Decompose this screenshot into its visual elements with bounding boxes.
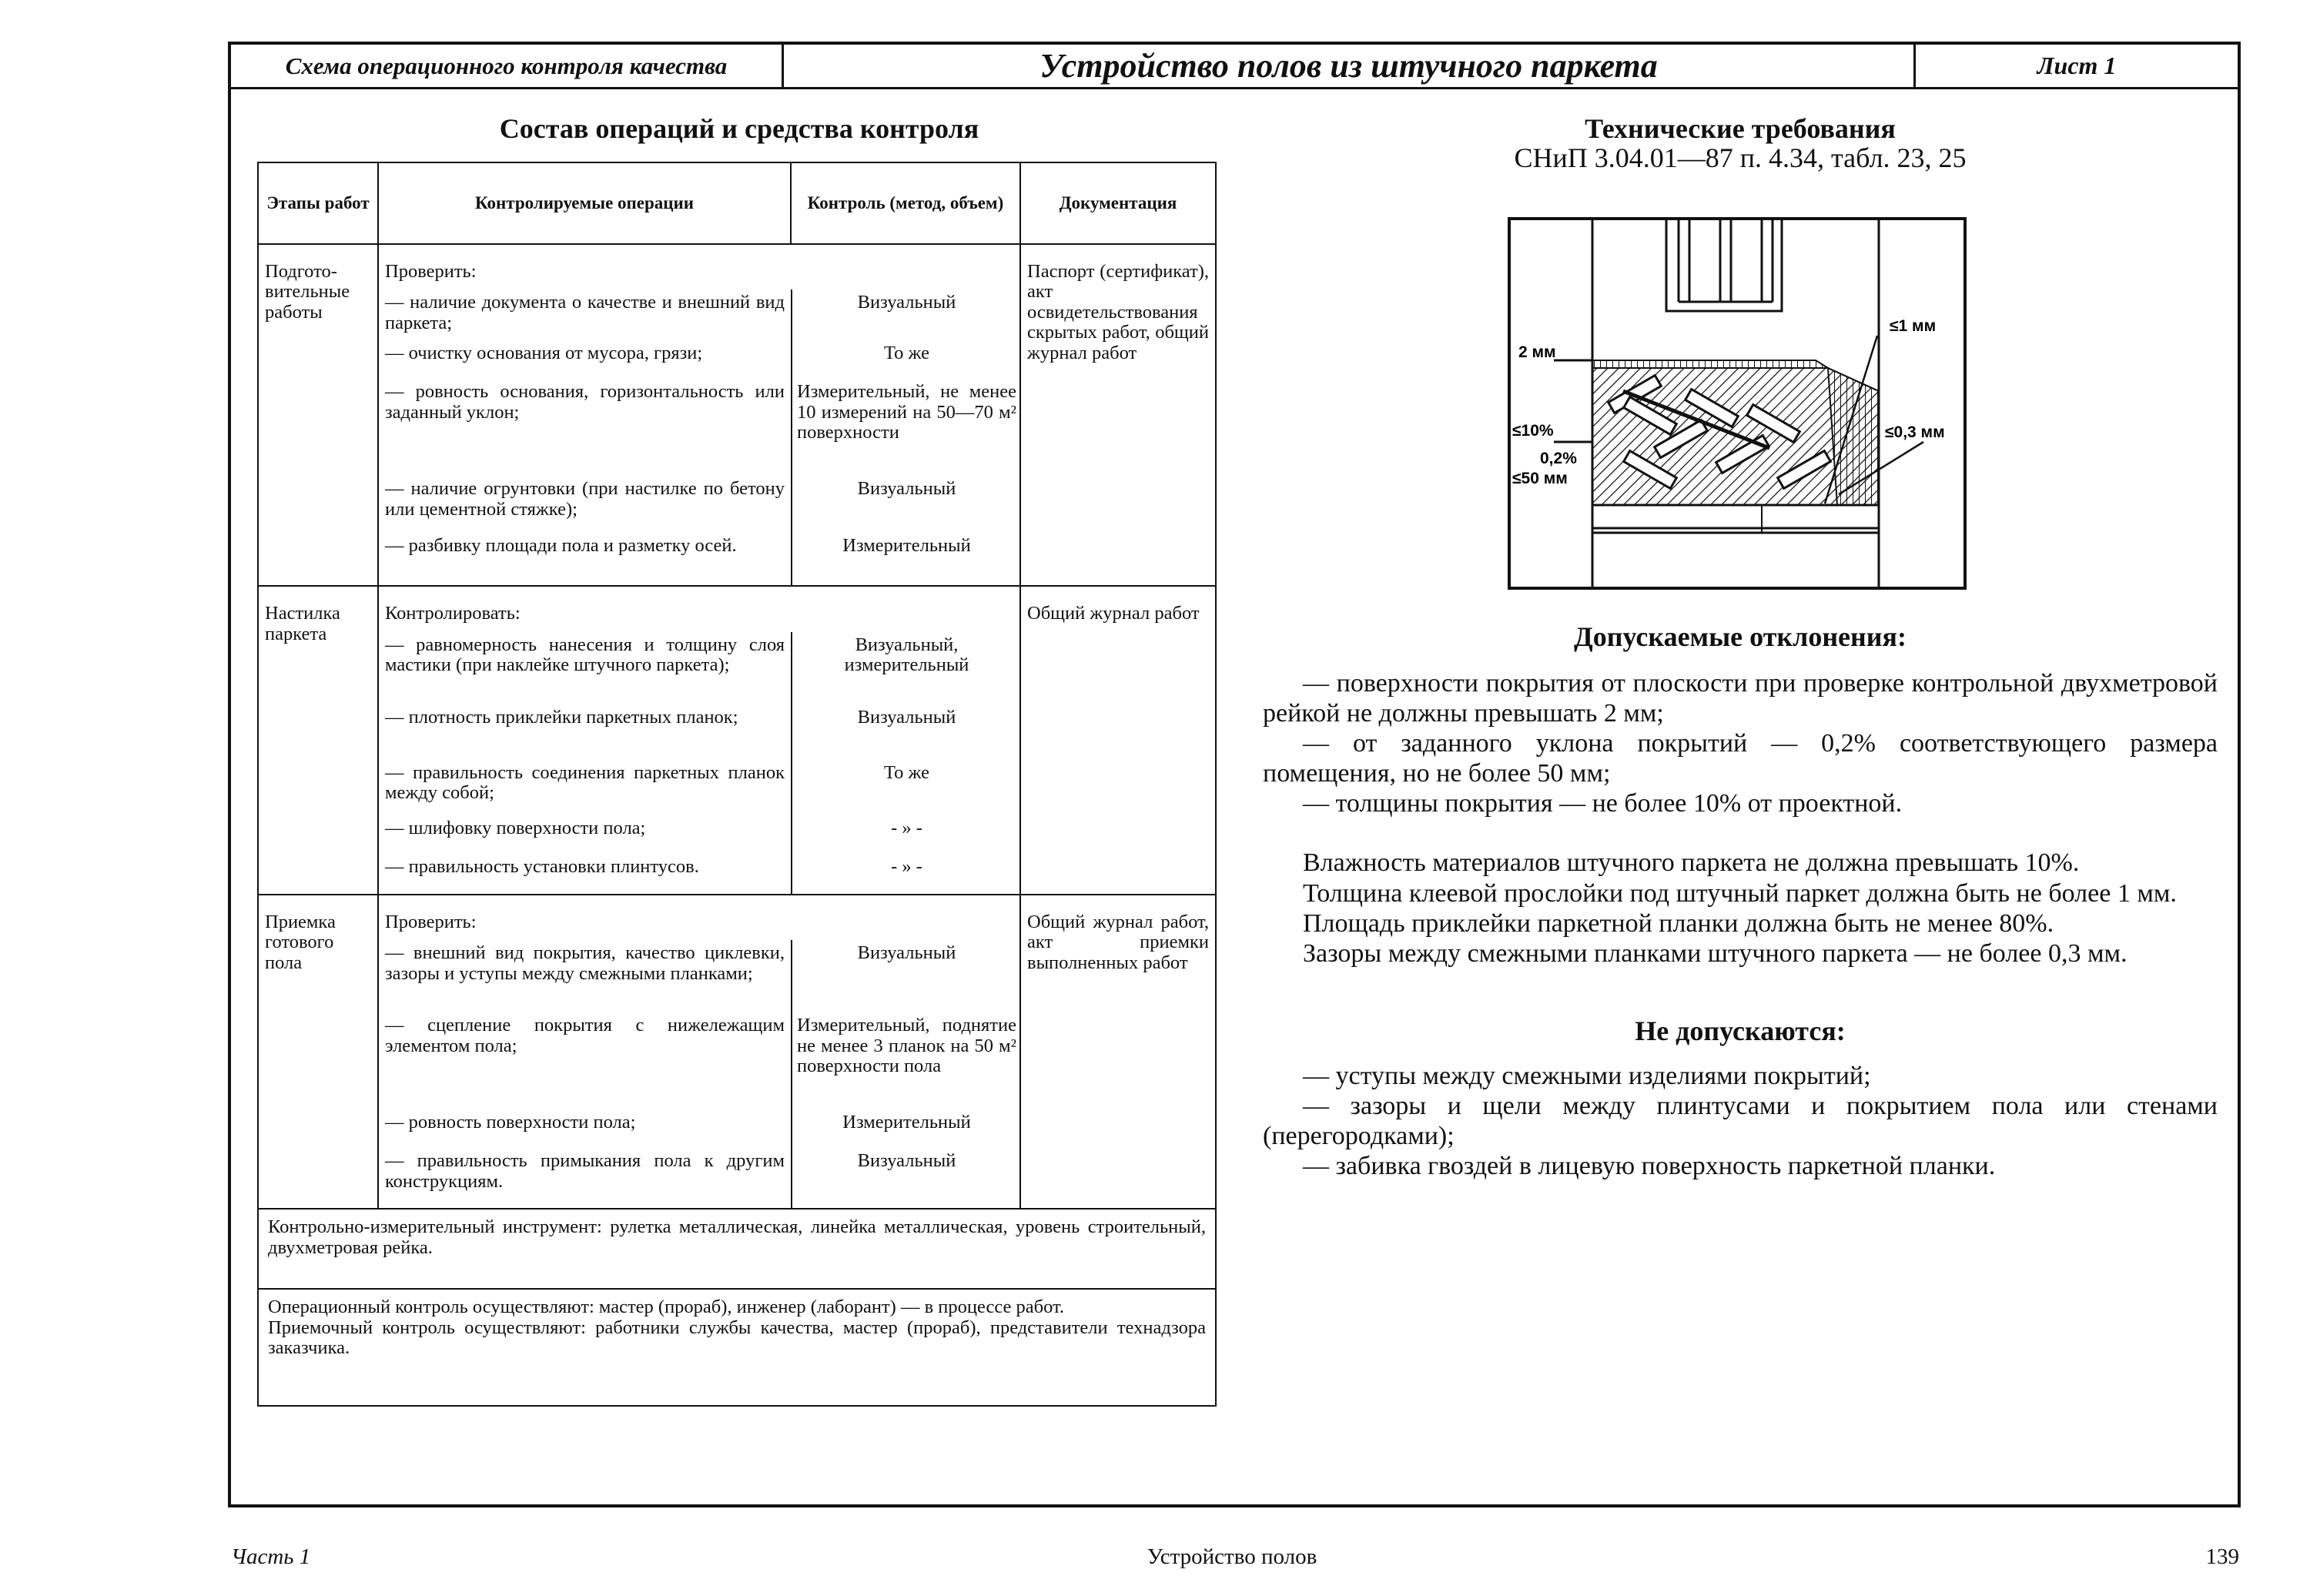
op-control: Измерительный (842, 535, 971, 557)
stage-intro: Проверить: (385, 261, 477, 282)
op-text: — шлифовку поверхности пола; (385, 817, 646, 838)
deviation-item: — поверхности покрытия от плоскости при проверке контрольной двухметровой рейкой не должны превышать 2 мм; (1263, 669, 2218, 728)
requirement-note: Площадь приклейки паркетной планки должна быть не менее 80%. (1303, 908, 2054, 938)
table-row (258, 1209, 1216, 1289)
sheet-label: Лист 1 (2037, 52, 2117, 79)
operational-control-text: Операционный контроль осуществляют: мастер (прораб), инженер (лаборант) — в процессе работ. (268, 1297, 1065, 1318)
op-control: Измерительный, не менее 10 измерений на 50—70 м² поверхности (797, 381, 1016, 443)
list-item (379, 340, 1021, 379)
label-2mm: 2 мм (1518, 343, 1556, 361)
col-header-control: Контроль (метод, объем) (791, 162, 1020, 244)
op-text: — правильность примыкания пола к другим конструкциям. (385, 1150, 785, 1192)
op-control: То же (884, 343, 929, 364)
requirements-subtitle: СНиП 3.04.01—87 п. 4.34, табл. 23, 25 (1514, 142, 1967, 173)
op-text: — ровность основания, горизонтальность или заданный уклон; (385, 381, 785, 423)
list-item (379, 1012, 1021, 1109)
op-list (379, 289, 1021, 585)
op-control: Визуальный, измерительный (844, 634, 969, 676)
spacer (1263, 818, 2218, 848)
list-item (379, 632, 1021, 704)
requirement-note: Зазоры между смежными планками штучного паркета — не более 0,3 мм. (1303, 939, 2128, 968)
op-text: — очистку основания от мусора, грязи; (385, 343, 703, 364)
label-10pct: ≤10% (1512, 422, 1554, 440)
op-list (379, 940, 1021, 1208)
op-text: — правильность установки плинтусов. (385, 855, 699, 877)
table-row (258, 586, 1216, 894)
list-item (379, 476, 1021, 533)
page-title: Устройство полов из штучного паркета (784, 45, 1916, 87)
op-text: — равномерность нанесения и толщину слоя мастики (при наклейке штучного паркета); (385, 634, 785, 676)
footer-part: Часть 1 (231, 1544, 311, 1569)
op-control: Визуальный (857, 292, 956, 313)
op-list (379, 632, 1021, 894)
table-header-row (258, 162, 1216, 244)
not-allowed-title: Не допускаются: (1635, 1015, 1846, 1046)
not-allowed-text (1263, 1061, 2218, 1181)
door-shape (1666, 219, 1782, 311)
deviation-item: — от заданного уклона покрытий — 0,2% соответствующего размера помещения, но не более 50 мм; (1263, 729, 2218, 788)
stage-cell: Настилка паркета (258, 586, 378, 894)
op-control: То же (884, 761, 929, 783)
list-item (379, 289, 1021, 340)
op-text: — наличие документа о качестве и внешний вид паркета; (385, 292, 785, 333)
stage-cell: Приемка готового пола (258, 895, 378, 1209)
list-item (379, 1109, 1021, 1148)
op-text: — плотность приклейки паркетных планок; (385, 706, 738, 728)
skirting-board-top (1592, 360, 1828, 368)
floor-diagram (1508, 217, 1967, 590)
table-row (258, 244, 1216, 586)
op-control: Визуальный (857, 1150, 956, 1172)
docs-cell: Паспорт (сертификат), акт освидетельствования скрытых работ, общий журнал работ (1020, 244, 1216, 586)
list-item (379, 940, 1021, 1012)
requirement-note: Влажность материалов штучного паркета не должна превышать 10%. (1303, 848, 2080, 878)
op-control: - » - (891, 855, 922, 877)
stage-ops-cell (378, 244, 1020, 586)
op-control: Визуальный (857, 942, 956, 964)
deviations-text (1263, 668, 2218, 969)
scheme-label: Схема операционного контроля качества (231, 45, 784, 87)
stage-ops-cell (378, 586, 1020, 894)
op-control: Измерительный, поднятие не менее 3 планок на 50 м² поверхности пола (797, 1015, 1016, 1077)
docs-cell: Общий журнал работ (1020, 586, 1216, 894)
operations-title: Состав операций и средства контроля (499, 113, 979, 144)
op-text: — внешний вид покрытия, качество циклевки, зазоры и уступы между смежными планками; (385, 942, 785, 984)
label-02pct: 0,2% (1540, 450, 1577, 467)
op-control: - » - (891, 817, 922, 838)
op-text: — разбивку площади пола и разметку осей. (385, 535, 737, 557)
stage-intro: Контролировать: (385, 603, 521, 624)
col-header-operations: Контролируемые операции (378, 162, 791, 244)
operations-table (257, 162, 1217, 1407)
list-item (379, 379, 1021, 476)
instrument-note: Контрольно-измерительный инструмент: рулетка металлическая, линейка металлическая, уровень строительный, двухметровая рейка. (258, 1209, 1216, 1289)
op-control: Визуальный (857, 478, 956, 500)
list-item (379, 704, 1021, 760)
col-header-docs: Документация (1020, 162, 1216, 244)
docs-cell: Общий журнал работ, акт приемки выполненных работ (1020, 895, 1216, 1209)
acceptance-control-text: Приемочный контроль осуществляют: работники службы качества, мастер (прораб), представители технадзора заказчика. (268, 1317, 1206, 1359)
op-text: — наличие огрунтовки (при настилке по бетону или цементной стяжке); (385, 478, 785, 520)
page-number: 139 (2205, 1544, 2239, 1569)
requirements-title: Технические требования (1585, 113, 1896, 144)
col-header-stage: Этапы работ (258, 162, 378, 244)
stage-cell: Подгото-вительные работы (258, 244, 378, 586)
table-row (258, 895, 1216, 1209)
deviation-item: — толщины покрытия — не более 10% от проектной. (1303, 789, 1903, 818)
label-50mm: ≤50 мм (1512, 470, 1568, 487)
list-item (379, 815, 1021, 854)
not-allowed-item: — зазоры и щели между плинтусами и покрытием пола или стенами (перегородками); (1263, 1092, 2218, 1151)
not-allowed-item: — забивка гвоздей в лицевую поверхность паркетной планки. (1303, 1152, 1996, 1181)
requirement-note: Толщина клеевой прослойки под штучный паркет должна быть не более 1 мм. (1303, 878, 2177, 908)
op-control: Измерительный (842, 1112, 971, 1133)
deviations-title: Допускаемые отклонения: (1574, 621, 1907, 652)
list-item (379, 760, 1021, 815)
label-1mm: ≤1 мм (1890, 317, 1937, 335)
footer-section: Устройство полов (1147, 1544, 1317, 1569)
table-row (258, 1289, 1216, 1406)
list-item (379, 533, 1021, 585)
op-text: — сцепление покрытия с нижележащим элементом пола; (385, 1015, 785, 1056)
stage-ops-cell (378, 895, 1020, 1209)
list-item (379, 1148, 1021, 1208)
not-allowed-item: — уступы между смежными изделиями покрытий; (1303, 1062, 1871, 1090)
label-03mm: ≤0,3 мм (1885, 423, 1945, 441)
list-item (379, 854, 1021, 894)
floor-base-slab (1592, 505, 1879, 528)
op-control: Визуальный (857, 706, 956, 728)
op-text: — правильность соединения паркетных планок между собой; (385, 761, 785, 804)
stage-intro: Проверить: (385, 911, 477, 932)
control-note (258, 1289, 1216, 1406)
op-text: — ровность поверхности пола; (385, 1112, 636, 1133)
header-bar (231, 45, 2238, 89)
